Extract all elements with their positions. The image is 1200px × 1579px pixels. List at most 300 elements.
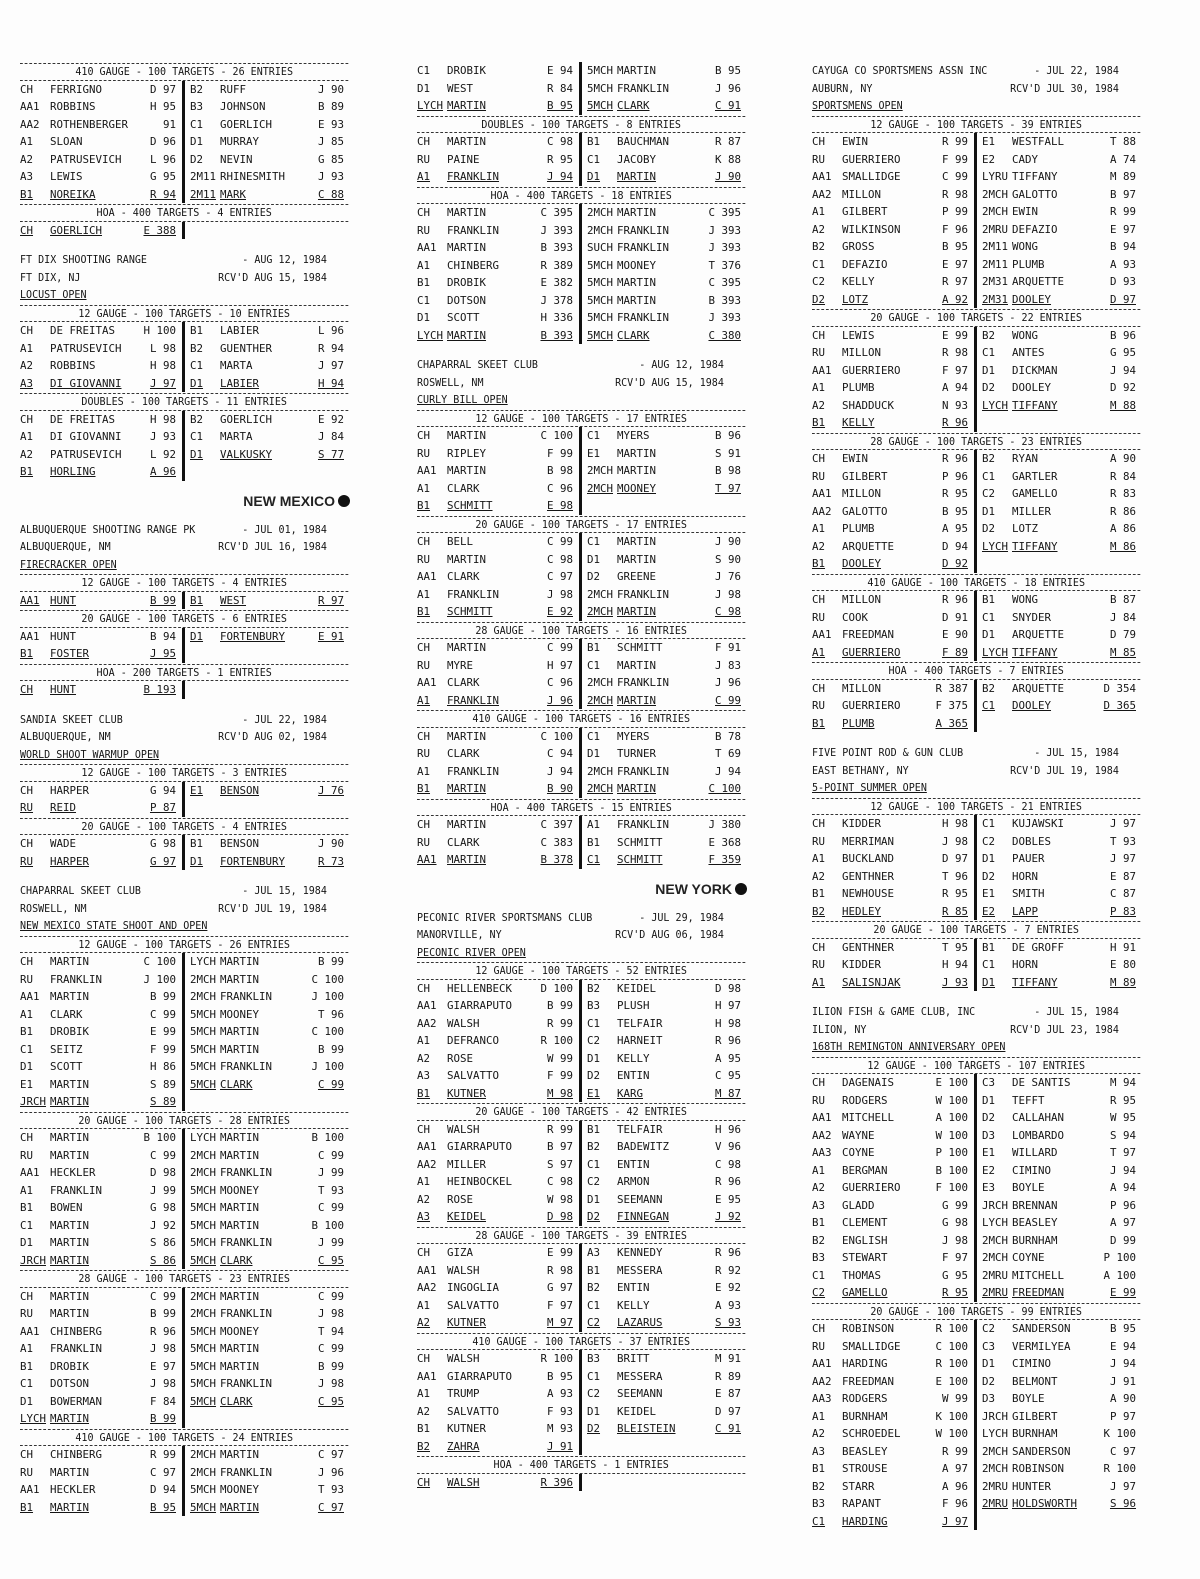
result-row xyxy=(190,782,350,800)
class-label: B1 xyxy=(812,1462,826,1475)
class-label: 5MCH xyxy=(190,1359,217,1373)
score: E 99 xyxy=(149,1025,176,1038)
results-left xyxy=(417,980,582,1103)
class-label: B2 xyxy=(587,981,601,995)
results-table xyxy=(20,782,350,817)
score: B 96 xyxy=(1109,328,1136,342)
class-label: D3 xyxy=(982,1392,996,1405)
class-label: B1 xyxy=(417,1086,431,1100)
class-label: CH xyxy=(20,1289,34,1303)
score: F 99 xyxy=(149,1042,176,1056)
shooter-name: EWIN xyxy=(842,135,869,148)
shooter-name: MILLON xyxy=(842,593,882,606)
shooter-name: ROSE xyxy=(447,1051,474,1065)
result-row xyxy=(417,1191,579,1209)
shooter-name: SMALLIDGE xyxy=(842,1339,901,1353)
shooter-name: KEIDEL xyxy=(617,981,657,995)
shooter-name: HUNT xyxy=(50,593,77,607)
results-left xyxy=(417,1121,582,1226)
shooter-name: WALSH xyxy=(447,1122,480,1136)
score: F 99 xyxy=(546,1069,573,1082)
class-label: A3 xyxy=(20,170,34,183)
shooter-name: CHINBERG xyxy=(50,1324,103,1338)
result-row xyxy=(982,1495,1142,1513)
class-label: E1 xyxy=(190,783,204,797)
results-table xyxy=(417,639,747,709)
class-label: CH xyxy=(20,1448,34,1461)
shooter-name: MARTIN xyxy=(447,853,487,866)
shoot-date: - JUL 22, 1984 xyxy=(242,712,327,726)
shoot-name: WORLD SHOOT WARMUP OPEN xyxy=(20,747,160,761)
score: D 98 xyxy=(149,1166,176,1179)
result-row xyxy=(812,256,974,274)
shooter-name: GILBERT xyxy=(1012,1409,1058,1423)
result-row xyxy=(20,1410,182,1428)
results-right xyxy=(185,1288,350,1428)
shooter-name: DROBIK xyxy=(447,276,487,289)
results-table xyxy=(417,133,747,186)
score: G 97 xyxy=(546,1281,573,1294)
result-row xyxy=(812,715,974,733)
score: C 99 xyxy=(317,1289,344,1303)
score: B 97 xyxy=(1109,187,1136,201)
score: B 378 xyxy=(540,853,573,866)
class-label: AA3 xyxy=(812,1392,832,1405)
class-label: CH xyxy=(417,981,431,995)
result-row xyxy=(812,1092,974,1110)
shooter-name: MARTIN xyxy=(617,464,657,477)
shooter-name: GENTHNER xyxy=(842,940,895,954)
result-row xyxy=(190,116,350,134)
score: R 396 xyxy=(540,1475,573,1489)
shooter-name: GENTHNER xyxy=(842,869,895,883)
class-label: D1 xyxy=(587,170,601,183)
result-row xyxy=(417,462,579,480)
score: P 87 xyxy=(149,801,176,814)
location-header xyxy=(812,1021,1119,1039)
event-title: 12 GAUGE - 100 TARGETS - 17 ENTRIES xyxy=(417,410,745,428)
result-row xyxy=(587,763,747,781)
result-row xyxy=(812,503,974,521)
score: J 76 xyxy=(714,570,741,583)
class-label: C1 xyxy=(587,152,601,166)
result-row xyxy=(20,1375,182,1393)
shooter-name: KUJAWSKI xyxy=(1012,817,1065,830)
class-label: A1 xyxy=(20,135,34,148)
class-label: AA2 xyxy=(812,504,832,518)
results-right xyxy=(582,133,747,186)
received-date: RCV'D AUG 02, 1984 xyxy=(218,730,327,743)
shoot-name: SPORTSMENS OPEN xyxy=(812,99,903,112)
score: S 97 xyxy=(546,1157,573,1171)
class-label: AA1 xyxy=(812,363,832,377)
shooter-name: BOWERMAN xyxy=(50,1394,103,1408)
class-label: C1 xyxy=(190,117,204,131)
event-title: 20 GAUGE - 100 TARGETS - 17 ENTRIES xyxy=(417,516,745,534)
shooter-name: FREEDMAN xyxy=(1012,1286,1065,1299)
shooter-name: GARTLER xyxy=(1012,469,1058,483)
score: C 99 xyxy=(317,1342,344,1355)
score: E 100 xyxy=(935,1076,968,1089)
shooter-name: PATRUSEVICH xyxy=(50,341,122,355)
shooter-name: MARTIN xyxy=(50,1218,90,1232)
result-row xyxy=(587,151,747,169)
results-table xyxy=(20,953,350,1111)
shooter-name: BEASLEY xyxy=(1012,1216,1058,1229)
results-table xyxy=(812,680,1142,733)
class-label: AA2 xyxy=(417,1016,437,1030)
score: R 96 xyxy=(941,416,968,429)
shooter-name: HARDING xyxy=(842,1357,888,1370)
class-label: A1 xyxy=(20,1183,34,1197)
shoot-name: 168TH REMINGTON ANNIVERSARY OPEN xyxy=(812,1040,1006,1053)
score: W 98 xyxy=(546,1192,573,1206)
class-label: 2MCH xyxy=(587,587,614,601)
results-table xyxy=(417,816,747,869)
score: B 99 xyxy=(149,1412,176,1425)
results-table xyxy=(20,592,350,610)
result-row xyxy=(190,1129,350,1147)
score: H 94 xyxy=(317,376,344,390)
score: T 95 xyxy=(941,940,968,954)
result-row xyxy=(982,397,1142,415)
shooter-name: SCHROEDEL xyxy=(842,1427,901,1440)
class-label: A3 xyxy=(417,1210,431,1223)
results-table xyxy=(812,133,1142,308)
score: R 83 xyxy=(1109,487,1136,500)
shooter-name: WALSH xyxy=(447,1475,480,1489)
result-row xyxy=(587,222,747,240)
class-label: JRCH xyxy=(20,1095,47,1108)
score: L 92 xyxy=(149,447,176,461)
score: B 78 xyxy=(714,729,741,743)
result-row xyxy=(417,239,579,257)
shooter-name: SEITZ xyxy=(50,1042,83,1056)
class-label: 2MCH xyxy=(587,782,614,795)
class-label: CH xyxy=(812,681,826,695)
results-left xyxy=(417,62,582,115)
event-title: 12 GAUGE - 100 TARGETS - 52 ENTRIES xyxy=(417,962,745,980)
result-row xyxy=(190,151,350,169)
state-bullet-icon xyxy=(338,495,350,507)
class-label: 2MCH xyxy=(190,990,217,1003)
club-header xyxy=(20,882,327,900)
class-label: LYCH xyxy=(190,955,217,968)
results-left xyxy=(20,835,185,870)
club-name: FIVE POINT ROD & GUN CLUB xyxy=(812,746,964,759)
result-row xyxy=(982,1249,1142,1267)
shooter-name: CLARK xyxy=(220,1253,253,1267)
result-row xyxy=(982,939,1142,957)
class-label: A1 xyxy=(20,430,34,443)
class-label: AA1 xyxy=(20,100,40,113)
class-label: CH xyxy=(417,1122,431,1136)
result-row xyxy=(812,833,974,851)
shooter-name: RYAN xyxy=(1012,452,1039,465)
score: H 98 xyxy=(941,817,968,830)
class-label: AA1 xyxy=(417,853,437,866)
class-label: CH xyxy=(812,452,826,465)
shooter-name: HUNT xyxy=(50,629,77,643)
result-row xyxy=(417,1138,579,1156)
event-title: 20 GAUGE - 100 TARGETS - 4 ENTRIES xyxy=(20,818,348,836)
results-right xyxy=(185,411,350,481)
class-label: B1 xyxy=(20,1500,34,1514)
shooter-name: GOERLICH xyxy=(220,117,273,131)
score: E 99 xyxy=(546,1246,573,1259)
score: P 83 xyxy=(1109,904,1136,918)
result-row xyxy=(587,427,747,445)
shooter-name: MARTIN xyxy=(220,955,260,968)
score: T 93 xyxy=(317,1183,344,1197)
shooter-name: MARTIN xyxy=(50,1465,90,1479)
score: J 380 xyxy=(708,818,741,831)
results-left xyxy=(812,815,977,920)
result-row xyxy=(982,1074,1142,1092)
shoot-block xyxy=(812,62,1142,732)
shooter-name: MARTIN xyxy=(447,135,487,148)
class-label: CH xyxy=(417,1475,431,1489)
score: B 95 xyxy=(149,1500,176,1514)
result-row xyxy=(20,151,182,169)
shooter-name: PLUMB xyxy=(1012,257,1045,271)
score: J 85 xyxy=(317,135,344,148)
class-label: D2 xyxy=(587,1069,601,1082)
class-label: D1 xyxy=(20,1394,34,1408)
results-table xyxy=(417,204,747,344)
shooter-name: FRANKLIN xyxy=(617,818,670,831)
shooter-name: HUNT xyxy=(50,683,77,696)
shooter-name: HORLING xyxy=(50,465,96,478)
result-row xyxy=(587,1208,747,1226)
score: T 93 xyxy=(1109,834,1136,848)
class-label: 2M11 xyxy=(190,187,217,201)
class-label: D2 xyxy=(190,152,204,166)
result-row xyxy=(20,681,182,699)
result-row xyxy=(417,1173,579,1191)
shoot-date: - JUL 22, 1984 xyxy=(1034,64,1119,77)
score: J 84 xyxy=(317,430,344,443)
shooter-name: MARTIN xyxy=(617,293,657,307)
result-row xyxy=(587,239,747,257)
score: J 97 xyxy=(149,376,176,390)
score: J 98 xyxy=(941,834,968,848)
score: B 87 xyxy=(1109,593,1136,606)
score: D 97 xyxy=(149,82,176,96)
shooter-name: LAZARUS xyxy=(617,1316,663,1329)
shooter-name: GUERRIERO xyxy=(842,152,901,166)
class-label: LYRU xyxy=(982,170,1009,183)
score: T 69 xyxy=(714,747,741,760)
score: F 99 xyxy=(941,152,968,166)
results-right xyxy=(582,1350,747,1455)
result-row xyxy=(417,480,579,498)
score: E 97 xyxy=(1109,222,1136,236)
class-label: B2 xyxy=(417,1439,431,1453)
score: B 100 xyxy=(143,1131,176,1144)
club-location: ROSWELL, NM xyxy=(20,901,87,915)
result-row xyxy=(190,133,350,151)
shooter-name: MARTIN xyxy=(617,446,657,460)
result-row xyxy=(417,834,579,852)
result-row xyxy=(587,133,747,151)
result-row xyxy=(587,851,747,869)
results-left xyxy=(417,816,582,869)
shooter-name: GROSS xyxy=(842,240,875,253)
class-label: 2M31 xyxy=(982,292,1009,306)
shooter-name: KARG xyxy=(617,1086,644,1100)
shooter-name: MARTA xyxy=(220,359,253,372)
result-row xyxy=(587,204,747,222)
shooter-name: PLUMB xyxy=(842,522,875,535)
class-label: AA1 xyxy=(417,1263,437,1277)
score: J 393 xyxy=(708,311,741,324)
shooter-name: MILLER xyxy=(1012,504,1052,518)
shooter-name: MARTIN xyxy=(50,1500,90,1514)
score: D 94 xyxy=(941,539,968,553)
class-label: CH xyxy=(417,135,431,148)
result-row xyxy=(20,835,182,853)
club-header xyxy=(20,521,327,539)
class-label: CH xyxy=(417,641,431,654)
class-label: B1 xyxy=(20,1201,34,1214)
score: R 95 xyxy=(941,1286,968,1299)
class-label: 5MCH xyxy=(190,1394,217,1408)
shooter-name: SCHMITT xyxy=(617,853,663,866)
result-row xyxy=(587,834,747,852)
event-title: 12 GAUGE - 100 TARGETS - 107 ENTRIES xyxy=(812,1057,1140,1075)
score: G 94 xyxy=(149,783,176,797)
score: D 354 xyxy=(1103,681,1136,695)
score: H 98 xyxy=(714,1016,741,1030)
class-label: AA1 xyxy=(812,487,832,500)
results-right xyxy=(582,980,747,1103)
class-label: 2MCH xyxy=(982,205,1009,218)
score: J 99 xyxy=(317,1236,344,1249)
class-label: RU xyxy=(417,835,431,849)
result-row xyxy=(417,639,579,657)
class-label: D1 xyxy=(190,447,204,461)
shooter-name: DOTSON xyxy=(50,1377,90,1390)
score: B 393 xyxy=(708,293,741,307)
score: R 100 xyxy=(540,1352,573,1365)
score: R 95 xyxy=(941,887,968,900)
result-row xyxy=(417,1297,579,1315)
result-row xyxy=(20,1164,182,1182)
class-label: C1 xyxy=(417,64,431,77)
result-row xyxy=(20,357,182,375)
shooter-name: DEFAZIO xyxy=(842,257,888,271)
result-row xyxy=(417,1067,579,1085)
result-row xyxy=(982,273,1142,291)
class-label: LYCH xyxy=(190,1131,217,1144)
class-label: 5MCH xyxy=(190,1236,217,1249)
result-row xyxy=(982,1320,1142,1338)
class-label: C3 xyxy=(982,1339,996,1353)
score: A 95 xyxy=(714,1051,741,1065)
result-row xyxy=(417,309,579,327)
shooter-name: CIMINO xyxy=(1012,1357,1052,1370)
score: G 98 xyxy=(149,1201,176,1214)
shooter-name: HARPER xyxy=(50,783,90,797)
score: T 96 xyxy=(941,869,968,883)
result-row xyxy=(417,257,579,275)
class-label: B1 xyxy=(587,835,601,849)
class-label: B1 xyxy=(417,605,431,618)
class-label: 2MCH xyxy=(190,1307,217,1320)
score: C 380 xyxy=(708,328,741,342)
class-label: B1 xyxy=(190,324,204,337)
result-row xyxy=(417,1121,579,1139)
score: E 368 xyxy=(708,835,741,849)
shooter-name: WEST xyxy=(447,81,474,95)
club-location: ALBUQUERQUE, NM xyxy=(20,540,111,553)
shooter-name: GIARRAPUTO xyxy=(447,1140,513,1153)
result-row xyxy=(982,186,1142,204)
result-row xyxy=(20,1006,182,1024)
result-row xyxy=(587,292,747,310)
result-row xyxy=(417,1474,579,1492)
score: E 94 xyxy=(1109,1339,1136,1353)
club-header xyxy=(20,251,327,269)
class-label: A1 xyxy=(417,1387,431,1400)
event-title: HOA - 400 TARGETS - 7 ENTRIES xyxy=(812,662,1140,680)
shoot-block xyxy=(20,521,350,699)
results-left xyxy=(812,1320,977,1530)
class-label: RU xyxy=(417,552,431,566)
result-row xyxy=(417,97,579,115)
result-row xyxy=(812,1373,974,1391)
score: B 98 xyxy=(714,464,741,477)
score: J 96 xyxy=(317,1465,344,1479)
result-row xyxy=(190,1058,350,1076)
result-row xyxy=(982,203,1142,221)
class-label: A1 xyxy=(417,1175,431,1188)
class-label: 5MCH xyxy=(587,328,614,342)
score: J 94 xyxy=(1109,1357,1136,1370)
result-row xyxy=(417,1085,579,1103)
score: E 388 xyxy=(143,223,176,237)
score: B 95 xyxy=(546,1369,573,1383)
results-left xyxy=(20,411,185,481)
class-label: CH xyxy=(812,1076,826,1089)
result-row xyxy=(812,273,974,291)
class-label: 2MCH xyxy=(190,1148,217,1162)
result-row xyxy=(20,1288,182,1306)
result-row xyxy=(982,238,1142,256)
score: C 87 xyxy=(1109,887,1136,900)
shooter-name: FRANKLIN xyxy=(617,764,670,778)
result-row xyxy=(812,903,974,921)
class-label: B2 xyxy=(587,1281,601,1294)
score: M 97 xyxy=(546,1316,573,1329)
score: C 100 xyxy=(143,955,176,968)
score: F 359 xyxy=(708,853,741,866)
results-right xyxy=(977,815,1142,920)
score: A 74 xyxy=(1109,152,1136,166)
results-right xyxy=(977,1074,1142,1302)
score: J 100 xyxy=(311,990,344,1003)
result-row xyxy=(417,168,579,186)
shooter-name: GILBERT xyxy=(842,205,888,218)
result-row xyxy=(190,1147,350,1165)
shooter-name: MARTIN xyxy=(220,1289,260,1303)
score: W 99 xyxy=(941,1392,968,1405)
class-label: RU xyxy=(20,1148,34,1162)
shooter-name: MERRIMAN xyxy=(842,834,895,848)
received-date: RCV'D AUG 15, 1984 xyxy=(218,270,327,284)
results-right xyxy=(582,1244,747,1332)
